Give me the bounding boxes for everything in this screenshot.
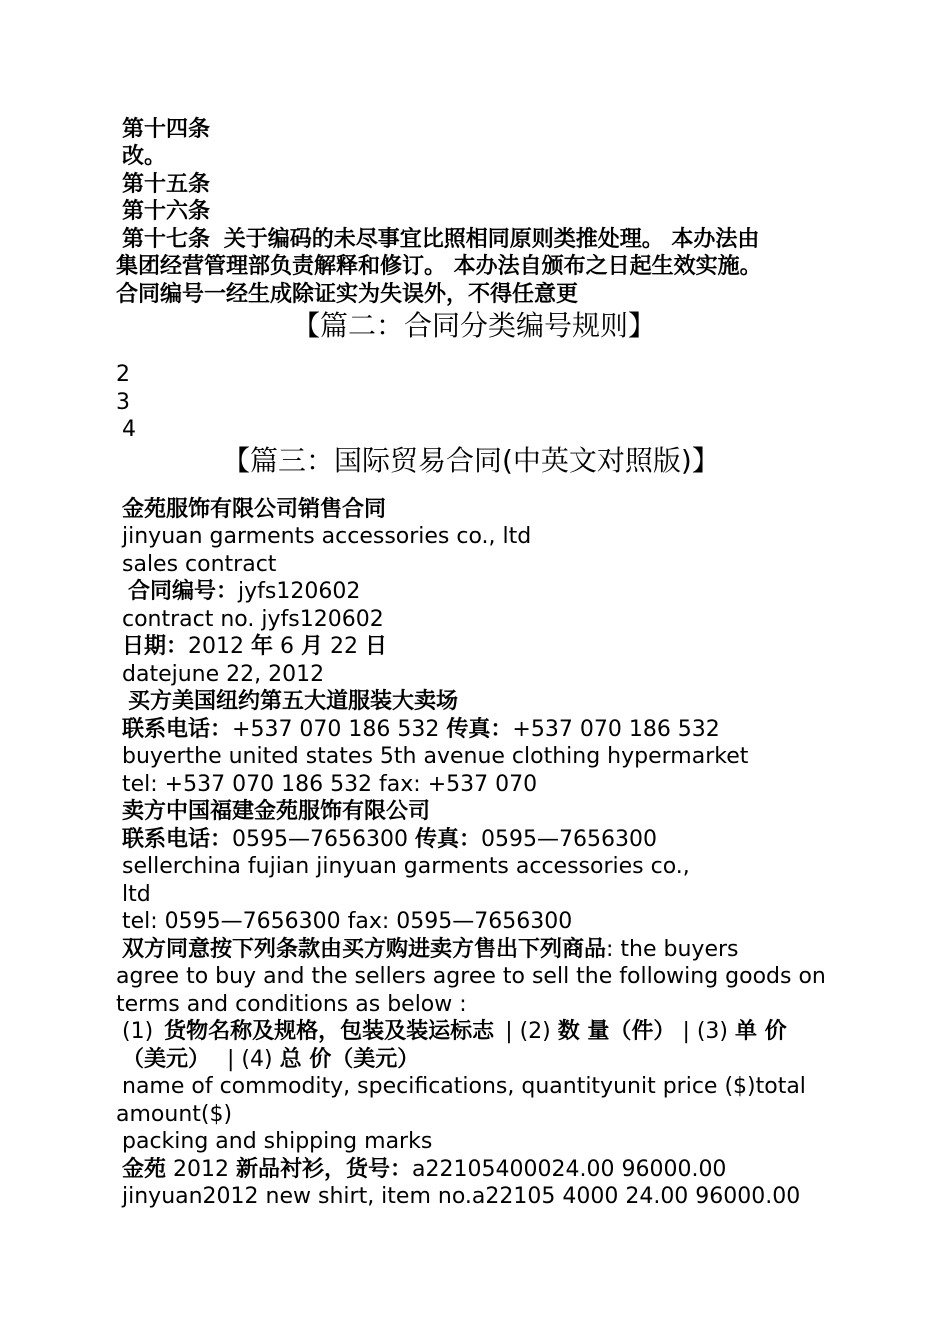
seller-contact-en: tel: 0595—7656300 fax: 0595—7656300 [122,909,573,934]
col4-name: 总 价（美元） [279,1047,420,1072]
col3-name: 单 价 [735,1019,787,1044]
date-month-char: 月 [301,634,324,659]
columns-en-line-1: name of commodity, specifications, quantityunit price ($)total [122,1074,806,1099]
article-17-label: 第十七条 [122,227,211,252]
contract-number-cn [128,578,360,605]
date-day-char: 日 [365,634,388,659]
col3-name-cont: （美元） [122,1047,211,1072]
col1-name: 货物名称及规格，包装及装运标志 [164,1019,495,1044]
article-15: 第十五条 [122,172,211,197]
item-brand: 金苑 [122,1157,167,1182]
date-en: datejune 22, 2012 [122,662,325,687]
section-heading-2: 【篇二：合同分类编号规则】 [292,309,657,342]
number-3: 3 [116,390,130,415]
seller-contact-cn [122,826,657,853]
seller-cn: 卖方中国福建金苑服饰有限公司 [122,799,431,824]
buyer-tel: +537 070 186 532 [232,717,440,742]
buyer-contact-cn [122,716,720,743]
item-year: 2012 [173,1157,230,1182]
article-17-line-3: 合同编号一经生成除证实为失误外，不得任意更 [116,282,579,307]
buyer-en: buyerthe united states 5th avenue clothing hypermarket [122,744,749,769]
contract-title-cn: 金苑服饰有限公司销售合同 [122,497,387,522]
article-14: 第十四条 [122,117,211,142]
agreement-line-3: terms and conditions as below : [116,992,467,1017]
seller-fax: 0595—7656300 [481,827,657,852]
col4-number: | (4) [227,1047,273,1072]
article-17-line-2: 集团经营管理部负责解释和修订。 本办法自颁布之日起生效实施。 [116,254,762,279]
section-heading-3: 【篇三：国际贸易合同(中英文对照版)】 [222,444,720,477]
date-cn [122,633,387,660]
date-year: 2012 [188,634,245,659]
columns-header-line-2 [122,1046,419,1073]
agreement-line-1 [122,936,739,963]
col2-number: | (2) [505,1019,551,1044]
col1-number: (1) [122,1019,154,1044]
buyer-fax-label: 传真： [446,717,513,742]
buyer-fax: +537 070 186 532 [512,717,720,742]
columns-header-line-1 [122,1018,787,1045]
item-label: 新品衬衫，货号： [236,1157,413,1182]
col3-number: | (3) [682,1019,729,1044]
seller-fax-label: 传真： [414,827,481,852]
date-month: 6 [280,634,295,659]
item-line-en: jinyuan2012 new shirt, item no.a22105 4000 24.00 96000.00 [122,1184,801,1209]
article-17-text: 关于编码的未尽事宜比照相同原则类推处理。 本办法由 [223,227,760,252]
buyer-tel-label: 联系电话： [122,717,233,742]
contract-number-value: jyfs120602 [238,579,361,604]
seller-en-line-1: sellerchina fujian jinyuan garments accessories co., [122,854,690,879]
contract-number-en: contract no. jyfs120602 [122,607,384,632]
number-4: 4 [122,417,136,442]
number-2: 2 [116,362,130,387]
date-year-char: 年 [251,634,274,659]
columns-en-line-2: amount($) [116,1102,233,1127]
article-17 [122,226,759,253]
seller-tel: 0595—7656300 [232,827,408,852]
date-day: 22 [330,634,359,659]
contract-number-label: 合同编号： [128,579,239,604]
seller-en-line-2: ltd [122,882,151,907]
item-values: a22105400024.00 96000.00 [412,1157,727,1182]
buyer-contact-en: tel: +537 070 186 532 fax: +537 070 [122,772,538,797]
agreement-en-start: : the buyers [606,937,739,962]
agreement-line-2: agree to buy and the sellers agree to sell the following goods on [116,964,826,989]
col2-name: 数 量（件） [557,1019,676,1044]
date-label: 日期： [122,634,189,659]
columns-en-line-3: packing and shipping marks [122,1129,433,1154]
article-16: 第十六条 [122,199,211,224]
agreement-cn: 双方同意按下列条款由买方购进卖方售出下列商品 [122,937,607,962]
company-name-en: jinyuan garments accessories co., ltd [122,524,532,549]
buyer-cn: 买方美国纽约第五大道服装大卖场 [128,689,459,714]
contract-title-en: sales contract [122,552,277,577]
item-line-cn [122,1156,726,1183]
seller-tel-label: 联系电话： [122,827,233,852]
article-14-continuation: 改。 [122,144,167,169]
